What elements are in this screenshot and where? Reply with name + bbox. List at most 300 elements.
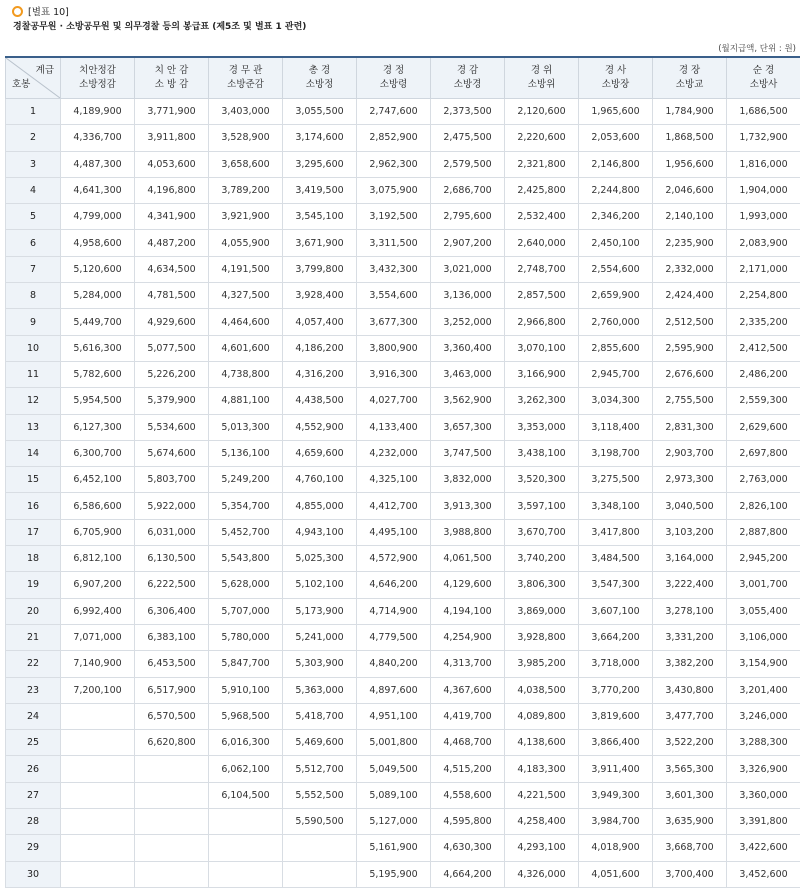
salary-cell: 3,055,400 bbox=[727, 598, 800, 624]
salary-cell: 3,869,000 bbox=[505, 598, 579, 624]
salary-cell: 3,547,300 bbox=[579, 572, 653, 598]
table-row bbox=[6, 572, 800, 598]
salary-cell: 2,254,800 bbox=[727, 283, 800, 309]
salary-cell: 3,928,400 bbox=[283, 283, 357, 309]
salary-cell: 5,025,300 bbox=[283, 546, 357, 572]
salary-cell: 3,601,300 bbox=[653, 782, 727, 808]
salary-cell: 3,800,900 bbox=[357, 335, 431, 361]
salary-cell: 3,562,900 bbox=[431, 388, 505, 414]
hobong-cell: 29 bbox=[6, 835, 61, 861]
salary-cell: 5,469,600 bbox=[283, 730, 357, 756]
salary-cell: 4,464,600 bbox=[209, 309, 283, 335]
salary-cell: 4,089,800 bbox=[505, 703, 579, 729]
salary-cell: 5,363,000 bbox=[283, 677, 357, 703]
salary-cell: 2,595,900 bbox=[653, 335, 727, 361]
hobong-cell: 25 bbox=[6, 730, 61, 756]
table-row bbox=[6, 99, 800, 125]
table-row bbox=[6, 835, 800, 861]
salary-cell: 3,607,100 bbox=[579, 598, 653, 624]
salary-cell: 3,522,200 bbox=[653, 730, 727, 756]
salary-cell: 5,954,500 bbox=[61, 388, 135, 414]
salary-cell: 2,532,400 bbox=[505, 204, 579, 230]
table-row bbox=[6, 467, 800, 493]
salary-cell: 6,992,400 bbox=[61, 598, 135, 624]
salary-cell bbox=[135, 835, 209, 861]
salary-cell: 2,053,600 bbox=[579, 125, 653, 151]
salary-cell: 4,855,000 bbox=[283, 493, 357, 519]
salary-cell: 2,120,600 bbox=[505, 99, 579, 125]
salary-cell: 4,412,700 bbox=[357, 493, 431, 519]
salary-cell: 5,847,700 bbox=[209, 651, 283, 677]
police-rank-label: 치 안 감 bbox=[135, 64, 208, 78]
police-rank-label: 치안정감 bbox=[61, 64, 134, 78]
hobong-cell: 26 bbox=[6, 756, 61, 782]
salary-cell: 2,373,500 bbox=[431, 99, 505, 125]
salary-cell: 3,664,200 bbox=[579, 624, 653, 650]
salary-cell bbox=[135, 782, 209, 808]
salary-cell: 4,232,000 bbox=[357, 440, 431, 466]
salary-cell: 5,303,900 bbox=[283, 651, 357, 677]
hobong-cell: 1 bbox=[6, 99, 61, 125]
hobong-cell: 15 bbox=[6, 467, 61, 493]
salary-cell: 2,747,600 bbox=[357, 99, 431, 125]
salary-cell: 3,295,600 bbox=[283, 151, 357, 177]
table-row bbox=[6, 624, 800, 650]
salary-cell: 4,558,600 bbox=[431, 782, 505, 808]
police-rank-label: 경 정 bbox=[357, 64, 430, 78]
salary-cell: 3,198,700 bbox=[579, 440, 653, 466]
table-row bbox=[6, 861, 800, 887]
salary-cell: 4,057,400 bbox=[283, 309, 357, 335]
salary-cell: 5,013,300 bbox=[209, 414, 283, 440]
salary-cell: 2,755,500 bbox=[653, 388, 727, 414]
salary-cell: 4,738,800 bbox=[209, 361, 283, 387]
salary-cell: 2,760,000 bbox=[579, 309, 653, 335]
salary-cell: 6,620,800 bbox=[135, 730, 209, 756]
salary-cell: 4,840,200 bbox=[357, 651, 431, 677]
salary-cell: 4,495,100 bbox=[357, 519, 431, 545]
table-row bbox=[6, 388, 800, 414]
table-row bbox=[6, 519, 800, 545]
salary-cell: 5,803,700 bbox=[135, 467, 209, 493]
salary-cell: 2,321,800 bbox=[505, 151, 579, 177]
salary-cell: 3,484,500 bbox=[579, 546, 653, 572]
hobong-cell: 27 bbox=[6, 782, 61, 808]
salary-cell: 5,226,200 bbox=[135, 361, 209, 387]
column-header bbox=[283, 57, 357, 99]
salary-cell: 3,528,900 bbox=[209, 125, 283, 151]
table-row bbox=[6, 151, 800, 177]
police-rank-label: 순 경 bbox=[727, 64, 800, 78]
bullet-ring-icon bbox=[12, 6, 23, 17]
salary-cell: 5,161,900 bbox=[357, 835, 431, 861]
salary-cell: 2,676,600 bbox=[653, 361, 727, 387]
salary-cell: 4,138,600 bbox=[505, 730, 579, 756]
salary-cell: 2,171,000 bbox=[727, 256, 800, 282]
salary-cell bbox=[135, 809, 209, 835]
salary-cell: 3,565,300 bbox=[653, 756, 727, 782]
corner-header bbox=[6, 57, 61, 99]
table-row bbox=[6, 730, 800, 756]
salary-cell: 3,658,600 bbox=[209, 151, 283, 177]
salary-cell: 3,288,300 bbox=[727, 730, 800, 756]
salary-cell bbox=[209, 835, 283, 861]
salary-cell: 3,438,100 bbox=[505, 440, 579, 466]
salary-cell: 3,988,800 bbox=[431, 519, 505, 545]
police-rank-label: 경 무 관 bbox=[209, 64, 282, 78]
salary-cell: 2,826,100 bbox=[727, 493, 800, 519]
salary-cell: 5,534,600 bbox=[135, 414, 209, 440]
salary-cell: 6,383,100 bbox=[135, 624, 209, 650]
salary-cell: 4,196,800 bbox=[135, 177, 209, 203]
salary-cell: 2,852,900 bbox=[357, 125, 431, 151]
salary-cell: 4,313,700 bbox=[431, 651, 505, 677]
column-header bbox=[579, 57, 653, 99]
salary-cell: 5,089,100 bbox=[357, 782, 431, 808]
salary-cell: 4,018,900 bbox=[579, 835, 653, 861]
salary-cell: 2,412,500 bbox=[727, 335, 800, 361]
salary-cell: 3,075,900 bbox=[357, 177, 431, 203]
salary-cell: 3,432,300 bbox=[357, 256, 431, 282]
salary-cell: 3,452,600 bbox=[727, 861, 800, 887]
salary-cell: 3,520,300 bbox=[505, 467, 579, 493]
salary-cell: 2,425,800 bbox=[505, 177, 579, 203]
table-row bbox=[6, 493, 800, 519]
salary-cell: 4,630,300 bbox=[431, 835, 505, 861]
salary-cell: 3,103,200 bbox=[653, 519, 727, 545]
salary-cell: 3,403,000 bbox=[209, 99, 283, 125]
table-row bbox=[6, 283, 800, 309]
salary-cell: 2,962,300 bbox=[357, 151, 431, 177]
salary-cell bbox=[135, 756, 209, 782]
salary-cell: 3,866,400 bbox=[579, 730, 653, 756]
salary-cell: 3,001,700 bbox=[727, 572, 800, 598]
salary-cell: 7,140,900 bbox=[61, 651, 135, 677]
salary-cell: 2,220,600 bbox=[505, 125, 579, 151]
salary-cell: 5,552,500 bbox=[283, 782, 357, 808]
table-row bbox=[6, 361, 800, 387]
police-rank-label: 총 경 bbox=[283, 64, 356, 78]
salary-cell bbox=[209, 861, 283, 887]
salary-cell: 3,222,400 bbox=[653, 572, 727, 598]
salary-cell: 3,070,100 bbox=[505, 335, 579, 361]
salary-cell: 5,543,800 bbox=[209, 546, 283, 572]
salary-cell: 5,354,700 bbox=[209, 493, 283, 519]
salary-cell: 6,222,500 bbox=[135, 572, 209, 598]
salary-cell: 3,671,900 bbox=[283, 230, 357, 256]
salary-cell: 4,316,200 bbox=[283, 361, 357, 387]
salary-cell: 4,951,100 bbox=[357, 703, 431, 729]
fire-rank-label: 소방준감 bbox=[209, 78, 282, 92]
hobong-cell: 4 bbox=[6, 177, 61, 203]
salary-cell: 2,332,000 bbox=[653, 256, 727, 282]
salary-cell: 1,816,000 bbox=[727, 151, 800, 177]
title-row bbox=[0, 4, 800, 18]
hobong-corner-label: 호봉 bbox=[12, 78, 30, 92]
salary-cell: 2,512,500 bbox=[653, 309, 727, 335]
hobong-cell: 8 bbox=[6, 283, 61, 309]
salary-cell: 4,189,900 bbox=[61, 99, 135, 125]
salary-cell: 1,965,600 bbox=[579, 99, 653, 125]
column-header bbox=[209, 57, 283, 99]
salary-cell: 4,061,500 bbox=[431, 546, 505, 572]
salary-cell: 3,635,900 bbox=[653, 809, 727, 835]
salary-cell: 5,674,600 bbox=[135, 440, 209, 466]
salary-cell: 3,055,500 bbox=[283, 99, 357, 125]
salary-cell: 2,559,300 bbox=[727, 388, 800, 414]
salary-cell: 4,897,600 bbox=[357, 677, 431, 703]
salary-cell: 2,945,200 bbox=[727, 546, 800, 572]
salary-cell: 4,714,900 bbox=[357, 598, 431, 624]
table-row bbox=[6, 782, 800, 808]
salary-cell: 3,806,300 bbox=[505, 572, 579, 598]
salary-cell: 3,348,100 bbox=[579, 493, 653, 519]
salary-cell: 3,747,500 bbox=[431, 440, 505, 466]
salary-cell: 3,154,900 bbox=[727, 651, 800, 677]
salary-cell bbox=[61, 703, 135, 729]
salary-cell: 2,795,600 bbox=[431, 204, 505, 230]
salary-cell: 3,382,200 bbox=[653, 651, 727, 677]
salary-cell: 2,763,000 bbox=[727, 467, 800, 493]
salary-cell: 3,985,200 bbox=[505, 651, 579, 677]
salary-cell: 4,055,900 bbox=[209, 230, 283, 256]
salary-cell: 4,326,000 bbox=[505, 861, 579, 887]
salary-cell: 2,335,200 bbox=[727, 309, 800, 335]
salary-cell: 3,331,200 bbox=[653, 624, 727, 650]
salary-cell: 4,254,900 bbox=[431, 624, 505, 650]
fire-rank-label: 소 방 감 bbox=[135, 78, 208, 92]
salary-cell: 5,968,500 bbox=[209, 703, 283, 729]
salary-cell: 2,486,200 bbox=[727, 361, 800, 387]
salary-cell: 3,246,000 bbox=[727, 703, 800, 729]
salary-cell: 4,487,200 bbox=[135, 230, 209, 256]
salary-cell: 4,038,500 bbox=[505, 677, 579, 703]
salary-cell: 6,812,100 bbox=[61, 546, 135, 572]
salary-cell: 7,071,000 bbox=[61, 624, 135, 650]
column-header bbox=[357, 57, 431, 99]
salary-cell: 2,945,700 bbox=[579, 361, 653, 387]
salary-cell: 4,133,400 bbox=[357, 414, 431, 440]
salary-cell: 4,468,700 bbox=[431, 730, 505, 756]
salary-cell: 5,418,700 bbox=[283, 703, 357, 729]
salary-cell: 5,707,000 bbox=[209, 598, 283, 624]
salary-cell: 2,146,800 bbox=[579, 151, 653, 177]
salary-cell: 5,449,700 bbox=[61, 309, 135, 335]
salary-cell: 3,799,800 bbox=[283, 256, 357, 282]
salary-cell: 3,252,000 bbox=[431, 309, 505, 335]
salary-cell bbox=[283, 861, 357, 887]
salary-cell: 3,166,900 bbox=[505, 361, 579, 387]
table-row bbox=[6, 414, 800, 440]
table-row bbox=[6, 256, 800, 282]
salary-cell: 3,545,100 bbox=[283, 204, 357, 230]
hobong-cell: 28 bbox=[6, 809, 61, 835]
salary-cell: 2,475,500 bbox=[431, 125, 505, 151]
salary-cell bbox=[135, 861, 209, 887]
salary-cell: 2,046,600 bbox=[653, 177, 727, 203]
salary-cell: 2,579,500 bbox=[431, 151, 505, 177]
salary-cell: 6,570,500 bbox=[135, 703, 209, 729]
salary-cell: 2,140,100 bbox=[653, 204, 727, 230]
salary-cell: 2,244,800 bbox=[579, 177, 653, 203]
salary-cell: 5,512,700 bbox=[283, 756, 357, 782]
salary-cell: 4,659,600 bbox=[283, 440, 357, 466]
salary-cell: 3,677,300 bbox=[357, 309, 431, 335]
salary-cell: 4,221,500 bbox=[505, 782, 579, 808]
salary-cell: 2,748,700 bbox=[505, 256, 579, 282]
salary-cell: 6,300,700 bbox=[61, 440, 135, 466]
table-row bbox=[6, 756, 800, 782]
salary-cell: 3,916,300 bbox=[357, 361, 431, 387]
police-rank-label: 경 위 bbox=[505, 64, 578, 78]
salary-cell: 6,453,500 bbox=[135, 651, 209, 677]
salary-cell: 3,034,300 bbox=[579, 388, 653, 414]
salary-cell: 5,173,900 bbox=[283, 598, 357, 624]
salary-cell: 3,360,000 bbox=[727, 782, 800, 808]
salary-cell: 4,646,200 bbox=[357, 572, 431, 598]
salary-cell: 4,027,700 bbox=[357, 388, 431, 414]
salary-cell: 3,164,000 bbox=[653, 546, 727, 572]
salary-cell: 7,200,100 bbox=[61, 677, 135, 703]
salary-cell: 4,664,200 bbox=[431, 861, 505, 887]
fire-rank-label: 소방사 bbox=[727, 78, 800, 92]
salary-cell: 2,346,200 bbox=[579, 204, 653, 230]
salary-cell: 3,911,400 bbox=[579, 756, 653, 782]
salary-cell bbox=[61, 861, 135, 887]
salary-table bbox=[5, 56, 800, 888]
salary-cell: 3,417,800 bbox=[579, 519, 653, 545]
salary-cell: 3,422,600 bbox=[727, 835, 800, 861]
salary-cell: 6,306,400 bbox=[135, 598, 209, 624]
salary-cell: 2,686,700 bbox=[431, 177, 505, 203]
salary-cell: 5,136,100 bbox=[209, 440, 283, 466]
salary-cell: 4,595,800 bbox=[431, 809, 505, 835]
salary-cell: 2,697,800 bbox=[727, 440, 800, 466]
salary-cell: 4,183,300 bbox=[505, 756, 579, 782]
salary-cell: 2,659,900 bbox=[579, 283, 653, 309]
salary-cell: 4,601,600 bbox=[209, 335, 283, 361]
appendix-label: [별표 10] bbox=[28, 4, 69, 18]
salary-cell: 3,771,900 bbox=[135, 99, 209, 125]
salary-cell: 5,249,200 bbox=[209, 467, 283, 493]
hobong-cell: 20 bbox=[6, 598, 61, 624]
salary-cell: 5,590,500 bbox=[283, 809, 357, 835]
salary-cell: 3,700,400 bbox=[653, 861, 727, 887]
salary-cell: 3,718,000 bbox=[579, 651, 653, 677]
table-row bbox=[6, 546, 800, 572]
salary-cell bbox=[61, 835, 135, 861]
salary-cell: 3,928,800 bbox=[505, 624, 579, 650]
salary-cell: 4,336,700 bbox=[61, 125, 135, 151]
salary-cell: 3,278,100 bbox=[653, 598, 727, 624]
fire-rank-label: 소방위 bbox=[505, 78, 578, 92]
salary-cell: 3,911,800 bbox=[135, 125, 209, 151]
salary-cell: 4,186,200 bbox=[283, 335, 357, 361]
salary-cell: 6,452,100 bbox=[61, 467, 135, 493]
salary-cell: 3,668,700 bbox=[653, 835, 727, 861]
salary-cell: 3,477,700 bbox=[653, 703, 727, 729]
salary-cell: 3,430,800 bbox=[653, 677, 727, 703]
salary-cell: 3,106,000 bbox=[727, 624, 800, 650]
salary-cell: 2,907,200 bbox=[431, 230, 505, 256]
salary-cell: 2,629,600 bbox=[727, 414, 800, 440]
salary-cell: 3,419,500 bbox=[283, 177, 357, 203]
table-body bbox=[6, 99, 800, 888]
header-row bbox=[6, 57, 800, 99]
column-header bbox=[61, 57, 135, 99]
salary-cell: 5,284,000 bbox=[61, 283, 135, 309]
column-header bbox=[135, 57, 209, 99]
salary-cell: 3,949,300 bbox=[579, 782, 653, 808]
salary-cell: 4,781,500 bbox=[135, 283, 209, 309]
hobong-cell: 24 bbox=[6, 703, 61, 729]
salary-cell: 3,921,900 bbox=[209, 204, 283, 230]
salary-cell: 6,104,500 bbox=[209, 782, 283, 808]
salary-cell: 2,235,900 bbox=[653, 230, 727, 256]
salary-cell: 3,789,200 bbox=[209, 177, 283, 203]
salary-cell: 3,353,000 bbox=[505, 414, 579, 440]
salary-cell: 4,293,100 bbox=[505, 835, 579, 861]
hobong-cell: 22 bbox=[6, 651, 61, 677]
salary-cell bbox=[61, 730, 135, 756]
salary-cell: 4,191,500 bbox=[209, 256, 283, 282]
salary-cell: 2,973,300 bbox=[653, 467, 727, 493]
table-row bbox=[6, 335, 800, 361]
salary-cell: 5,616,300 bbox=[61, 335, 135, 361]
fire-rank-label: 소방정감 bbox=[61, 78, 134, 92]
salary-cell bbox=[61, 782, 135, 808]
salary-cell: 5,241,000 bbox=[283, 624, 357, 650]
salary-cell: 3,670,700 bbox=[505, 519, 579, 545]
hobong-cell: 3 bbox=[6, 151, 61, 177]
salary-cell: 1,904,000 bbox=[727, 177, 800, 203]
fire-rank-label: 소방령 bbox=[357, 78, 430, 92]
salary-cell: 2,450,100 bbox=[579, 230, 653, 256]
salary-cell: 2,831,300 bbox=[653, 414, 727, 440]
salary-cell: 3,913,300 bbox=[431, 493, 505, 519]
salary-cell: 3,597,100 bbox=[505, 493, 579, 519]
table-subtitle: 경찰공무원 · 소방공무원 및 의무경찰 등의 봉급표 (제5조 및 별표 1 관련) bbox=[0, 20, 800, 34]
table-row bbox=[6, 809, 800, 835]
salary-cell: 5,001,800 bbox=[357, 730, 431, 756]
table-row bbox=[6, 598, 800, 624]
salary-cell: 5,782,600 bbox=[61, 361, 135, 387]
hobong-cell: 9 bbox=[6, 309, 61, 335]
salary-cell: 1,686,500 bbox=[727, 99, 800, 125]
salary-cell: 3,201,400 bbox=[727, 677, 800, 703]
salary-cell: 4,572,900 bbox=[357, 546, 431, 572]
column-header bbox=[653, 57, 727, 99]
salary-cell: 3,326,900 bbox=[727, 756, 800, 782]
table-row bbox=[6, 677, 800, 703]
hobong-cell: 6 bbox=[6, 230, 61, 256]
hobong-cell: 21 bbox=[6, 624, 61, 650]
salary-cell: 4,799,000 bbox=[61, 204, 135, 230]
table-row bbox=[6, 230, 800, 256]
salary-cell: 4,552,900 bbox=[283, 414, 357, 440]
salary-cell: 6,705,900 bbox=[61, 519, 135, 545]
salary-cell: 3,554,600 bbox=[357, 283, 431, 309]
salary-cell: 6,062,100 bbox=[209, 756, 283, 782]
salary-cell: 3,262,300 bbox=[505, 388, 579, 414]
table-row bbox=[6, 651, 800, 677]
unit-note: (월지급액, 단위 : 원) bbox=[0, 42, 800, 56]
salary-cell: 1,956,600 bbox=[653, 151, 727, 177]
salary-cell: 6,031,000 bbox=[135, 519, 209, 545]
salary-cell: 2,083,900 bbox=[727, 230, 800, 256]
salary-cell: 4,194,100 bbox=[431, 598, 505, 624]
fire-rank-label: 소방장 bbox=[579, 78, 652, 92]
